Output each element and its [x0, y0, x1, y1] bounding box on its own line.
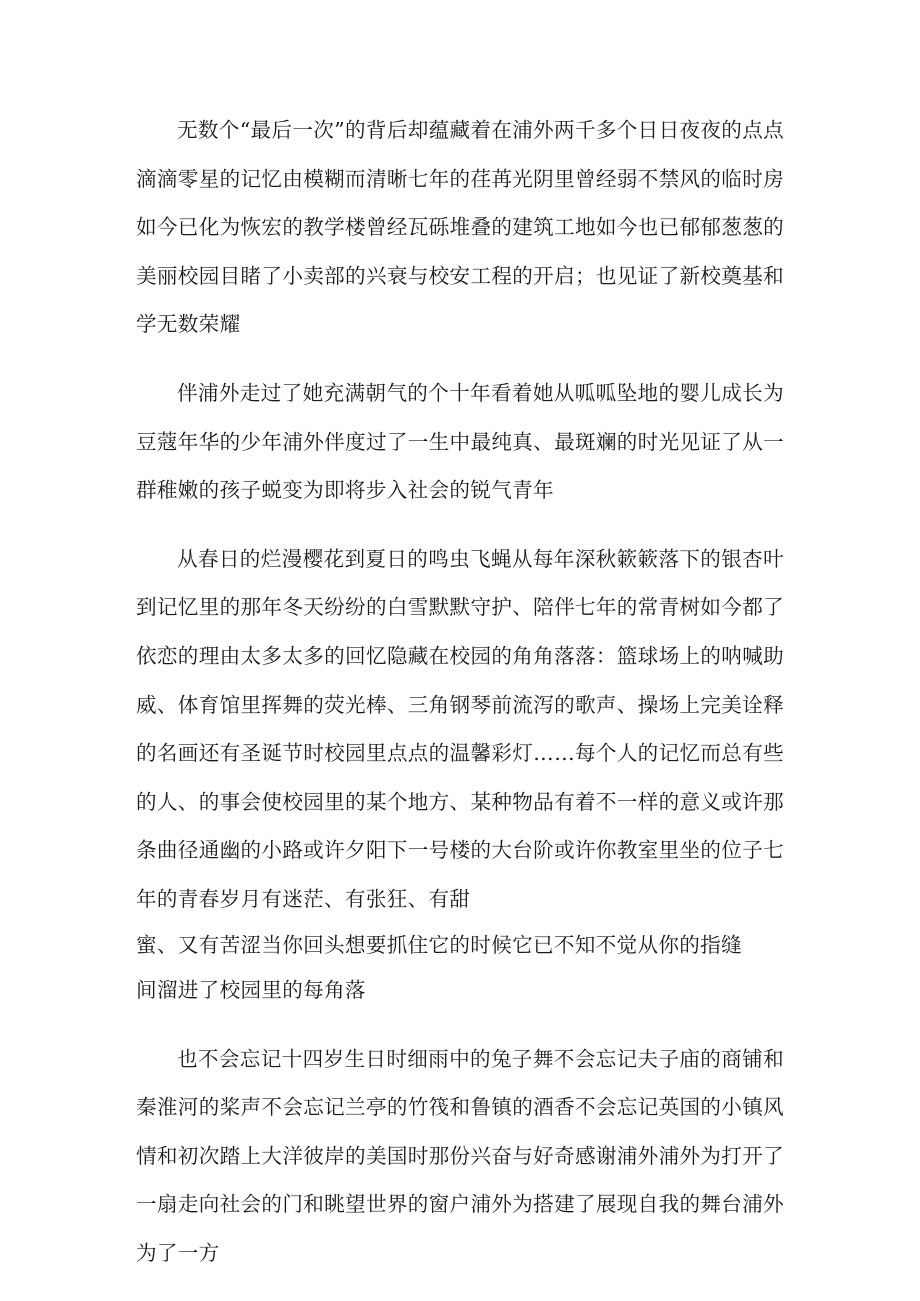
paragraph-6: 也不会忘记十四岁生日时细雨中的兔子舞不会忘记夫子庙的商铺和秦淮河的桨声不会忘记兰亭的竹筏和鲁镇的酒香不会忘记英国的小镇风情和初次踏上大洋彼岸的美国时那份兴奋与好奇感谢浦外浦外为打开了一扇走向社会的门和眺望世界的窗户浦外为搭建了展现自我的舞台浦外为了一方: [136, 1046, 784, 1266]
paragraph-1: 无数个“最后一次”的背后却蕴藏着在浦外两千多个日日夜夜的点点滴滴零星的记忆由模糊而清晰七年的荏苒光阴里曾经弱不禁风的临时房如今已化为恢宏的教学楼曾经瓦砾堆叠的建筑工地如今也已郁郁葱葱的美丽校园目睹了小卖部的兴衰与校安工程的开启；也见证了新校奠基和学无数荣耀: [136, 118, 784, 337]
paragraph-4: 蜜、又有苦涩当你回头想要抓住它的时候它已不知不觉从你的指缝: [136, 932, 742, 957]
document-page: [136, 106, 784, 1278]
paragraph-2: 伴浦外走过了她充满朝气的个十年看着她从呱呱坠地的婴儿成长为豆蔻年华的少年浦外伴度过了一生中最纯真、最斑斓的时光见证了从一群稚嫩的孩子蜕变为即将步入社会的锐气青年: [136, 380, 784, 503]
paragraph-3: 从春日的烂漫樱花到夏日的鸣虫飞蝇从每年深秋簌簌落下的银杏叶到记忆里的那年冬天纷纷的白雪默默守护、陪伴七年的常青树如今都了依恋的理由太多太多的回忆隐藏在校园的角角落落：篮球场上的呐喊助威、体育馆里挥舞的荧光棒、三角钢琴前流泻的歌声、操场上完美诠释的名画还有圣诞节时校园里点点的温馨彩灯……每个人的记忆而总有些的人、的事会使校园里的某个地方、某种物品有着不一样的意义或许那条曲径通幽的小路或许夕阳下一号楼的大台阶或许你教室里坐的位子七年的青春岁月有迷茫、有张狂、有甜: [136, 546, 784, 911]
paragraph-5: 间溜进了校园里的每角落: [136, 978, 366, 1003]
